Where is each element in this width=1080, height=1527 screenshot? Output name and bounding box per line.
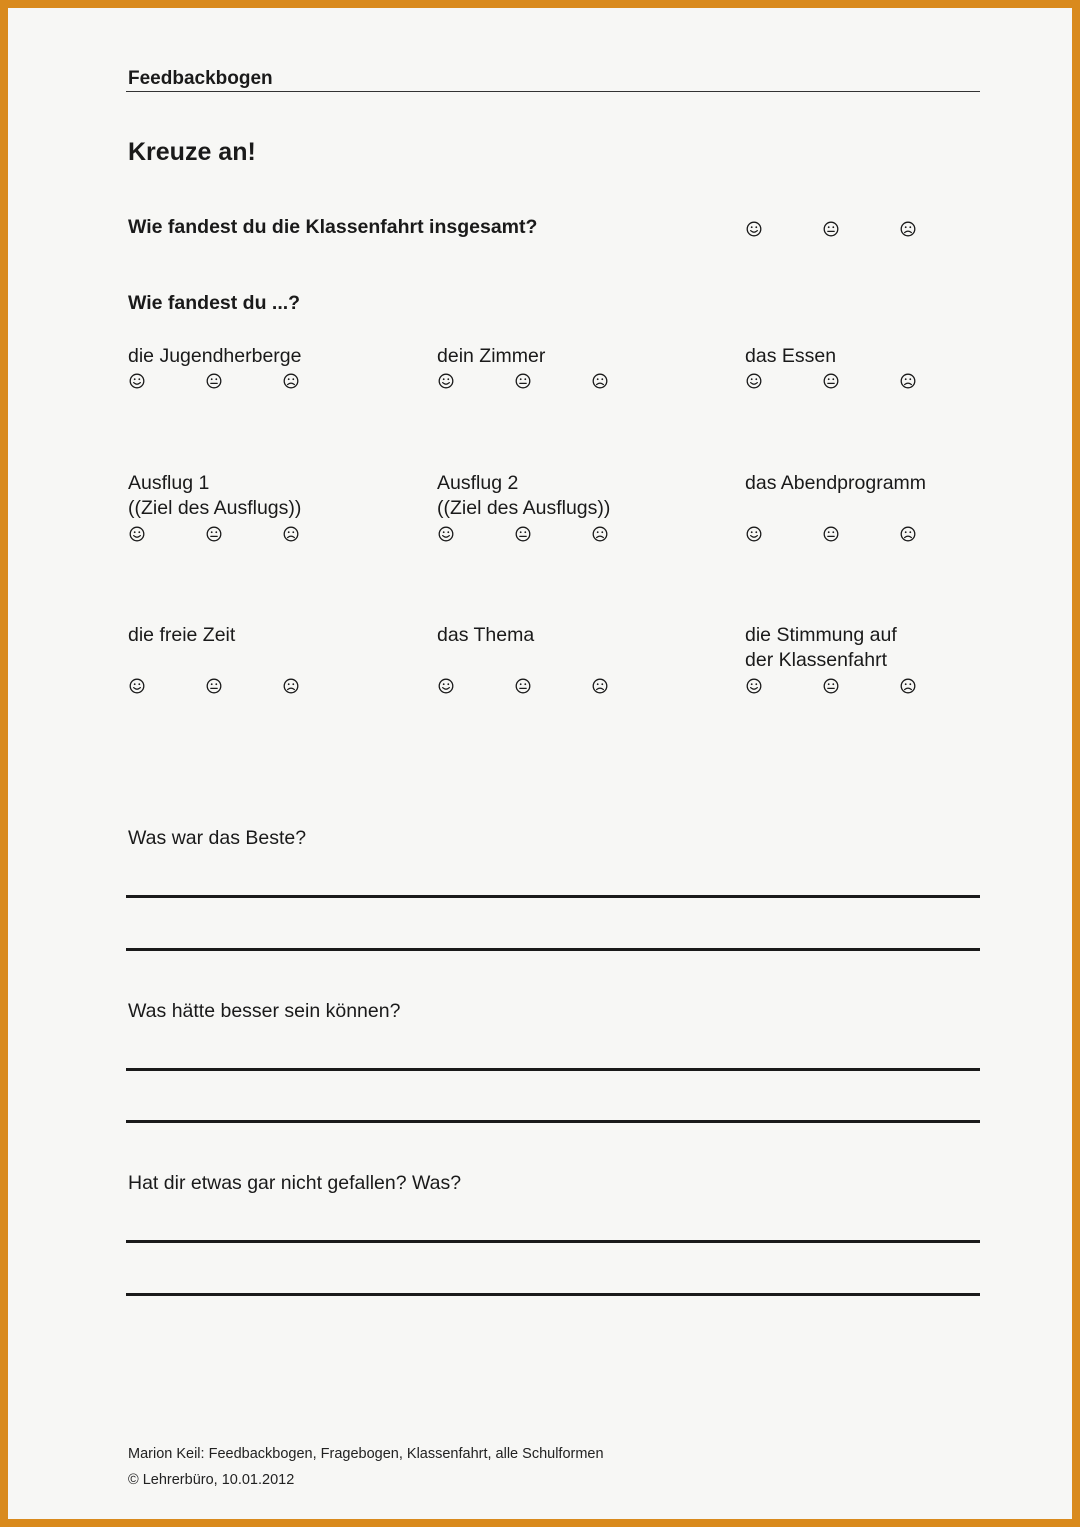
frowning-face-icon[interactable] [900, 373, 916, 389]
worksheet-page [8, 8, 1072, 1519]
instruction-title: Kreuze an! [128, 138, 256, 166]
frowning-face-icon[interactable] [592, 373, 608, 389]
rating-prompt: Wie fandest du ...? [128, 292, 301, 314]
footer-copyright: © Lehrerbüro, 10.01.2012 [128, 1472, 295, 1488]
rating-item-label: die freie Zeit [128, 624, 236, 646]
answer-line[interactable] [126, 948, 980, 951]
open-question-better: Was hätte besser sein können? [128, 1000, 401, 1022]
frowning-face-icon[interactable] [900, 221, 916, 237]
smiling-face-icon[interactable] [129, 526, 145, 542]
smiling-face-icon[interactable] [129, 678, 145, 694]
answer-line[interactable] [126, 1068, 980, 1071]
frowning-face-icon[interactable] [900, 678, 916, 694]
rating-item-label: Ausflug 2 ((Ziel des Ausflugs)) [437, 472, 611, 519]
smiling-face-icon[interactable] [746, 526, 762, 542]
rating-item-label: Ausflug 1 ((Ziel des Ausflugs)) [128, 472, 302, 519]
smiling-face-icon[interactable] [746, 678, 762, 694]
neutral-face-icon[interactable] [823, 221, 839, 237]
header-divider [126, 91, 980, 92]
rating-item-label: die Stimmung auf der Klassenfahrt [745, 624, 897, 671]
neutral-face-icon[interactable] [206, 373, 222, 389]
rating-item-label: dein Zimmer [437, 345, 546, 367]
frowning-face-icon[interactable] [283, 526, 299, 542]
frowning-face-icon[interactable] [592, 678, 608, 694]
neutral-face-icon[interactable] [515, 373, 531, 389]
neutral-face-icon[interactable] [515, 526, 531, 542]
frowning-face-icon[interactable] [283, 373, 299, 389]
footer-credit: Marion Keil: Feedbackbogen, Fragebogen, Klassenfahrt, alle Schulformen [128, 1446, 604, 1462]
answer-line[interactable] [126, 1120, 980, 1123]
neutral-face-icon[interactable] [206, 678, 222, 694]
smiling-face-icon[interactable] [438, 526, 454, 542]
neutral-face-icon[interactable] [823, 678, 839, 694]
answer-line[interactable] [126, 895, 980, 898]
open-question-best: Was war das Beste? [128, 827, 307, 849]
smiling-face-icon[interactable] [438, 373, 454, 389]
neutral-face-icon[interactable] [206, 526, 222, 542]
answer-line[interactable] [126, 1293, 980, 1296]
neutral-face-icon[interactable] [515, 678, 531, 694]
rating-item-label: das Abendprogramm [745, 472, 927, 494]
smiling-face-icon[interactable] [746, 373, 762, 389]
smiling-face-icon[interactable] [129, 373, 145, 389]
open-question-disliked: Hat dir etwas gar nicht gefallen? Was? [128, 1172, 462, 1194]
smiling-face-icon[interactable] [438, 678, 454, 694]
rating-item-label: die Jugendherberge [128, 345, 302, 367]
frowning-face-icon[interactable] [283, 678, 299, 694]
rating-item-label: das Thema [437, 624, 535, 646]
frowning-face-icon[interactable] [592, 526, 608, 542]
neutral-face-icon[interactable] [823, 526, 839, 542]
answer-line[interactable] [126, 1240, 980, 1243]
smiling-face-icon[interactable] [746, 221, 762, 237]
frowning-face-icon[interactable] [900, 526, 916, 542]
neutral-face-icon[interactable] [823, 373, 839, 389]
rating-item-label: das Essen [745, 345, 837, 367]
page-header: Feedbackbogen [128, 68, 273, 89]
overall-question: Wie fandest du die Klassenfahrt insgesamt? [128, 216, 538, 238]
